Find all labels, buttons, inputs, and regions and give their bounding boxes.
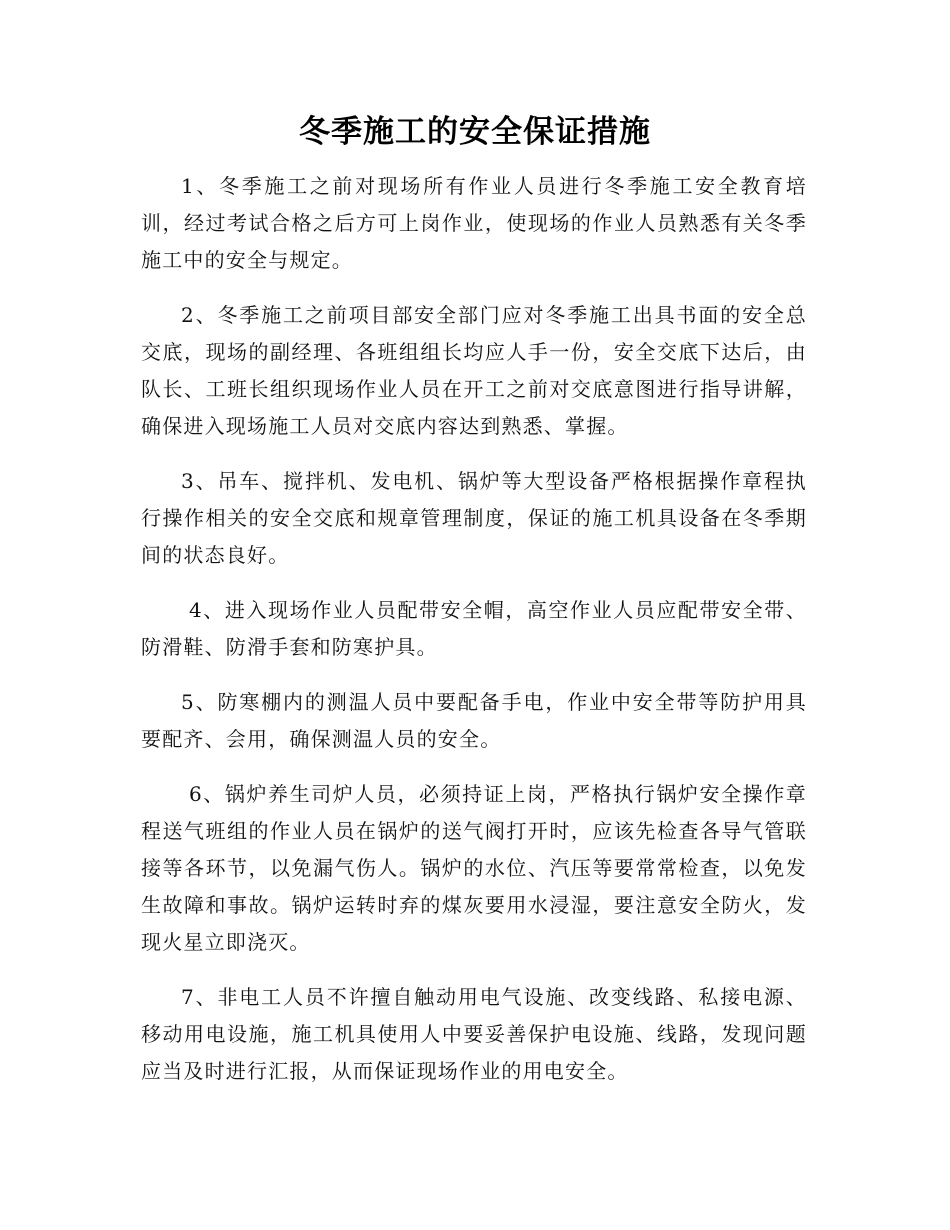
paragraph-5: 5、防寒棚内的测温人员中要配备手电，作业中安全带等防护用具要配齐、会用，确保测温人员的安全。	[141, 690, 807, 751]
paragraph-3: 3、吊车、搅拌机、发电机、锅炉等大型设备严格根据操作章程执行操作相关的安全交底和规章管理制度，保证的施工机具设备在冬季期间的状态良好。	[141, 469, 807, 567]
paragraph-2: 2、冬季施工之前项目部安全部门应对冬季施工出具书面的安全总交底，现场的副经理、各班组组长均应人手一份，安全交底下达后，由队长、工班长组织现场作业人员在开工之前对交底意图进行指导讲解，确保进入现场施工人员对交底内容达到熟悉、掌握。	[141, 303, 807, 438]
paragraph-4: 4、进入现场作业人员配带安全帽，高空作业人员应配带安全带、防滑鞋、防滑手套和防寒护具。	[141, 598, 807, 659]
paragraph-6: 6、锅炉养生司炉人员，必须持证上岗，严格执行锅炉安全操作章程送气班组的作业人员在锅炉的送气阀打开时，应该先检查各导气管联接等各环节，以免漏气伤人。锅炉的水位、汽压等要常常检查，以免发生故障和事故。锅炉运转时弃的煤灰要用水浸湿，要注意安全防火，发现火星立即浇灭。	[141, 782, 807, 954]
paragraph-7: 7、非电工人员不许擅自触动用电气设施、改变线路、私接电源、移动用电设施，施工机具使用人中要妥善保护电设施、线路，发现问题应当及时进行汇报，从而保证现场作业的用电安全。	[141, 985, 807, 1083]
paragraph-1: 1、冬季施工之前对现场所有作业人员进行冬季施工安全教育培训，经过考试合格之后方可上岗作业，使现场的作业人员熟悉有关冬季施工中的安全与规定。	[141, 174, 807, 272]
document-body	[141, 168, 807, 1108]
document-title: 冬季施工的安全保证措施	[299, 114, 651, 150]
